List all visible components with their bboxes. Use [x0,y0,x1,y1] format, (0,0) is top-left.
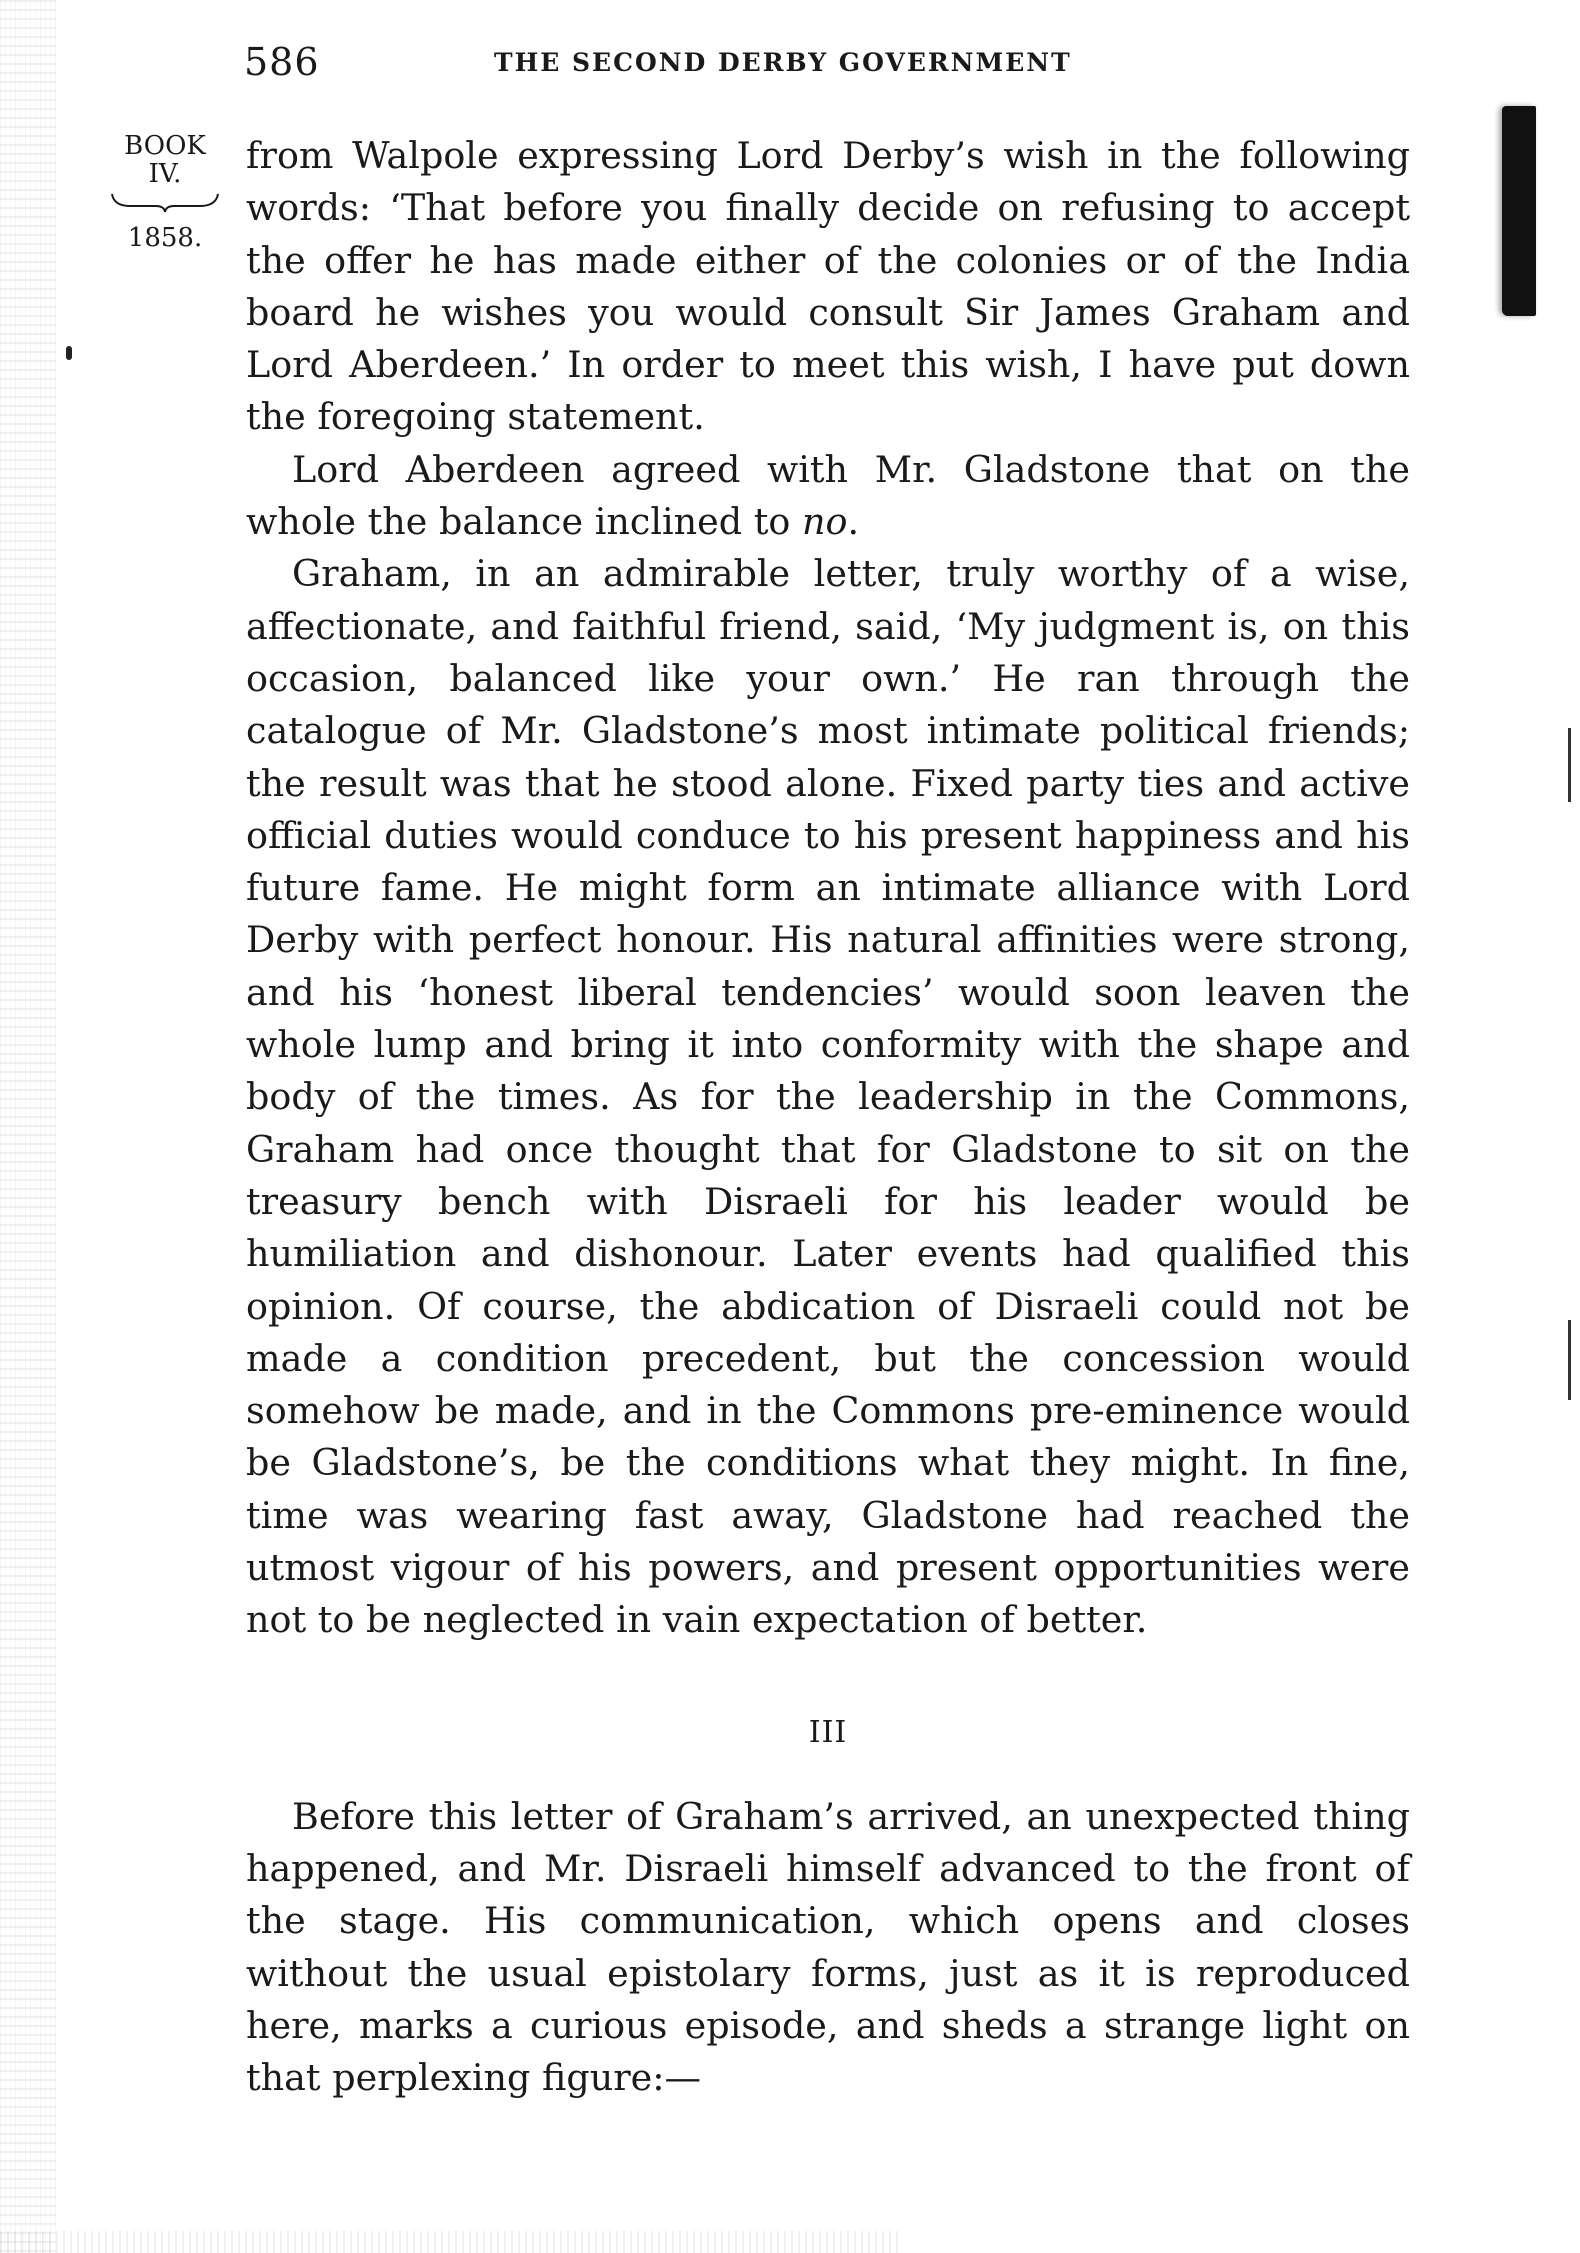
page-header [244,40,1409,86]
sidenote-volume: IV. [148,159,182,189]
brace-icon [110,192,220,214]
section-number: III [808,1714,848,1750]
margin-pencil-mark [1568,1320,1571,1400]
margin-pencil-mark [1568,728,1571,802]
paragraph: Before this letter of Graham’s arrived, an unexpected thing happened, and Mr. Disraeli himself advanced to the front of the stage. His communication, which opens and closes without the usual epistolary forms, just as it is reproduced here, marks a curious episode, and sheds a strange light on that perplexing figure:— [246,1794,1410,2100]
scan-edge-noise [0,0,56,2253]
emphasis: no [801,500,848,544]
scan-bottom-noise [0,2231,900,2253]
paragraph: Lord Aberdeen agreed with Mr. Gladstone that on the whole the balance inclined to no. [246,447,1410,544]
margin-sidenote [104,132,226,252]
sidenote-book: BOOK [124,131,206,161]
running-title: THE SECOND DERBY GOVERNMENT [494,48,1072,77]
page-number: 586 [244,40,320,84]
scan-thumb-mark [1502,106,1536,316]
body-text [246,130,1410,2104]
paragraph: from Walpole expressing Lord Derby’s wish in the following words: ‘That before you finally decide on refusing to accept the offer he has made either of the colonies or of the India board he wishes you would consult Sir James Graham and Lord Aberdeen.’ In order to meet this wish, I have put down the foregoing statement. [246,134,1410,439]
margin-ink-mark [66,346,72,360]
sidenote-year: 1858. [127,223,203,253]
paragraph: Graham, in an admirable letter, truly worthy of a wise, affectionate, and faithful friend, said, ‘My judgment is, on this occasion, balanced like your own.’ He ran through the catalogue of Mr. Gladstone’s most intimate political friends; the result was that he stood alone. Fixed party ties and active official duties would conduce to his present happiness and his future fame. He might form an intimate alliance with Lord Derby with perfect honour. His natural affinities were strong, and his ‘honest liberal tendencies’ would soon leaven the whole lump and bring it into conformity with the shape and body of the times. As for the leadership in the Commons, Graham had once thought that for Gladstone to sit on the treasury bench with Disraeli for his leader would be humiliation and dishonour. Later events had qualified this opinion. Of course, the abdication of Disraeli could not be made a condition precedent, but the concession would somehow be made, and in the Commons pre-eminence would be Gladstone’s, be the conditions what they might. In fine, time was wearing fast away, Gladstone had reached the utmost vigour of his powers, and present opportunities were not to be neglected in vain expectation of better. [246,552,1410,1642]
